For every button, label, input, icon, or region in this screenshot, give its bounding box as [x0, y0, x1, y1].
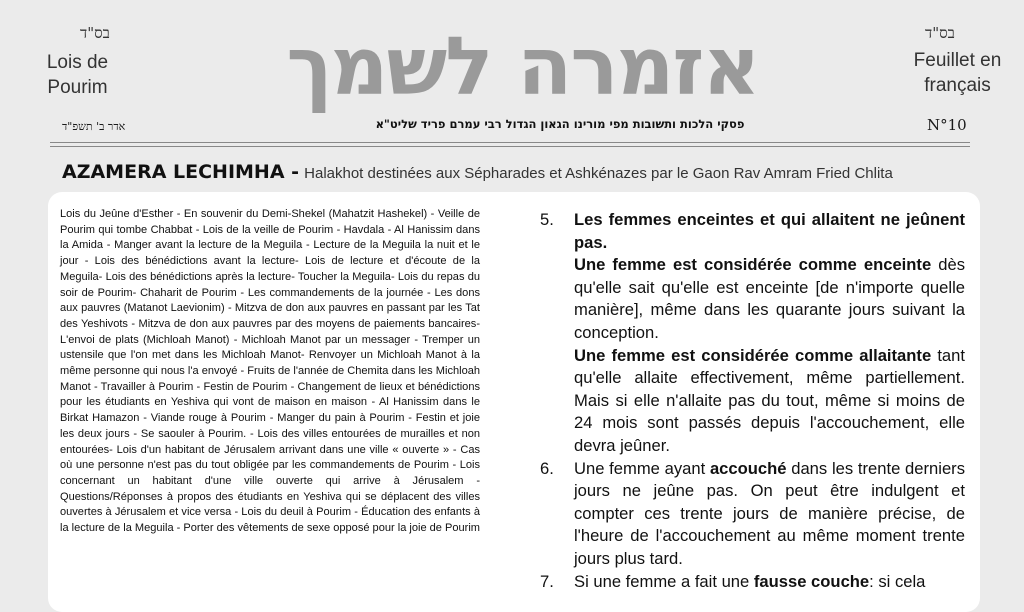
issue-number: N°10	[927, 116, 967, 134]
hebrew-subtitle: פסקי הלכות ותשובות מפי מורינו הגאון הגדול רבי עמרם פריד שליט"א	[375, 117, 745, 131]
left-title-line-2: Pourim	[47, 77, 108, 98]
logo-title: אזמרה לשמך	[286, 20, 759, 113]
right-title-line-1: Feuillet en	[913, 50, 1002, 71]
left-title	[20, 50, 135, 100]
bsd-left: בס"ד	[80, 24, 110, 42]
rule-item-7	[540, 571, 965, 594]
summary-paragraph: Lois du Jeûne d'Esther - En souvenir du Demi-Shekel (Mahatzit Hashekel) - Veille de Pourim qui tombe Chabbat - Lois de la veille de Pourim - Havdala - Al Hanissim dans la Amida - Manger avant la lecture de la Meguila - Lecture de la Meguila la nuit et le jour - Lois des bénédictions avant la lecture- Lois de lecture et d'écoute de la Meguila- Lois des bénédictions après la lecture- Toucher la Meguila- Lois du repas du soir de Pourim- Chaharit de Pourim - Les commandements de la journée - Les dons aux pauvres (Matanot Laevionim) - Mitzva de don aux pauvres en passant par les Tat des Yeshivots - Mitzva de don aux pauvres par des moyens de paiements bancaires- L'envoi de plats (Michloah Manot) - Michloah Manot par un messager - Tremper un ustensile que l'on met dans les Michloah Manot- Renvoyer un Michloah Manot à la même personne qui nous l'a envoyé - Fruits de l'année de Chemita dans les Michloah Manot - Travailler à Pourim - Festin de Pourim - Changement de lieux et bénédictions pour les étudiants en Yeshiva qui vont de maison en maison - Al Hanissim dans le Birkat Hamazon - Viande rouge à Pourim - Manger du pain à Pourim - Festin et joie les deux jours - Se saouler à Pourim. - Lois des villes entourées de murailles et non entourées- Lois d'un habitant de Jérusalem arrivant dans une ville « ouverte » - Cas où une personne n'est pas du tout obligée par les commandements de Pourim - Lois concernant un habitant d'une ville ouverte qui arrive à Jérusalem - Questions/Réponses à propos des étudiants en Yeshiva qui se déplacent des villes ouvertes à Jérusalem et vice versa - Lois du deuil à Pourim - Éducation des enfants à la lecture de la Meguila - Porter des vêtements de sexe opposé pour la joie de Pourim	[60, 208, 481, 535]
banner-subtitle: Halakhot destinées aux Sépharades et Ashkénazes par le Gaon Rav Amram Fried Chlita	[304, 165, 893, 182]
rule-number: 5.	[540, 210, 554, 229]
rules-list	[540, 209, 965, 593]
rule-number: 6.	[540, 458, 554, 478]
right-title	[895, 48, 1020, 98]
rule-paragraph	[574, 345, 965, 458]
right-title-line-2: français	[924, 75, 991, 96]
rule-item-5	[540, 209, 965, 458]
rule-heading	[574, 209, 965, 254]
header-rule-top	[50, 142, 970, 143]
rule-text: dès qu'elle sait qu'elle est enceinte [de n'importe quelle manière], même dans les quarante jours suivant la conception.	[574, 255, 966, 342]
rule-number: 7.	[540, 571, 554, 591]
rule-bold: fausse couche	[753, 571, 870, 591]
rule-text: tant qu'elle allaite effectivement, même partiellement. Mais si elle n'allaite pas du tout, même si moins de 24 mois sont passés depuis l'accouchement, elle devra jeûner.	[574, 345, 966, 455]
rule-bold: Une femme est considérée comme enceinte	[574, 255, 932, 275]
bsd-right: בס"ד	[925, 24, 955, 42]
rule-paragraph	[574, 254, 965, 344]
rule-text: : si cela	[869, 571, 926, 591]
header-rule-bottom	[50, 146, 970, 147]
rule-text: dans les trente derniers jours ne jeûne pas. On peut être indulgent et compter ces trente jours de manière précise, de l'heure de l'accouchement au même moment trente jours plus tard.	[574, 458, 965, 568]
hebrew-date: אדר ב' תשפ"ד	[62, 120, 126, 133]
banner-title: AZAMERA LECHIMHA -	[62, 161, 300, 183]
rule-heading-text: Les femmes enceintes et qui allaitent ne jeûnent pas.	[574, 210, 965, 252]
left-title-line-1: Lois de	[46, 52, 109, 73]
banner	[62, 161, 893, 183]
rule-bold: Une femme est considérée comme allaitante	[574, 345, 932, 365]
rule-text: Une femme ayant	[574, 458, 710, 478]
rule-item-6	[540, 458, 965, 571]
rule-bold: accouché	[709, 458, 787, 478]
rule-text: Si une femme a fait une	[574, 571, 754, 591]
